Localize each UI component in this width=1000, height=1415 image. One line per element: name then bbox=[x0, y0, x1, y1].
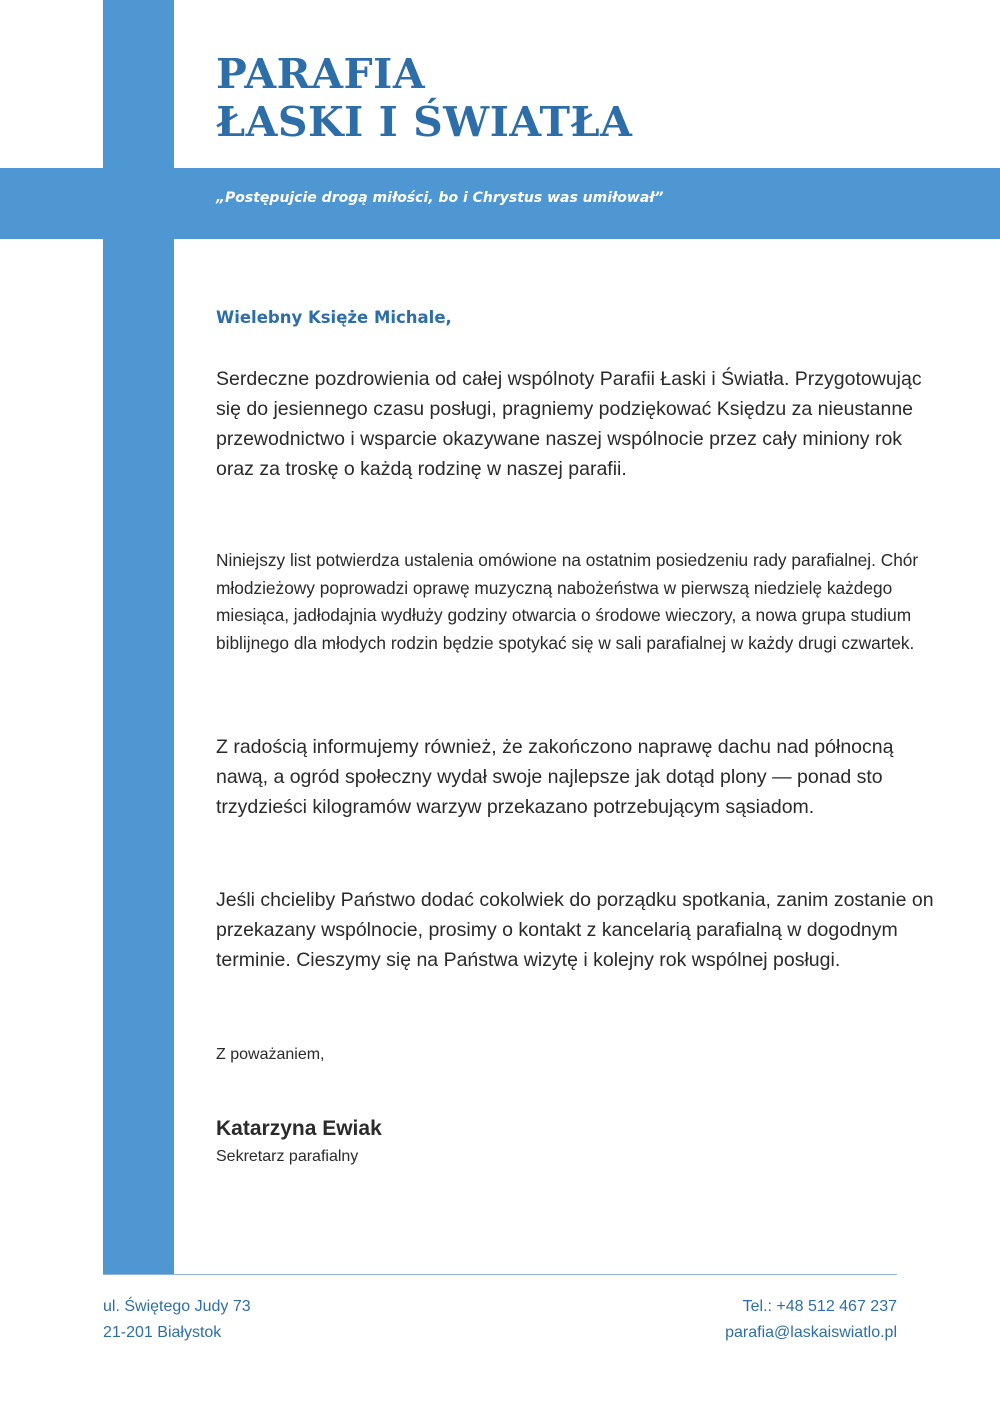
footer-contact bbox=[725, 1294, 897, 1346]
footer-address bbox=[103, 1294, 251, 1346]
signer-name: Katarzyna Ewiak bbox=[216, 1117, 382, 1140]
letter-paragraph-2: Niniejszy list potwierdza ustalenia omówione na ostatnim posiedzeniu rady parafialnej. Chór młodzieżowy poprowadzi oprawę muzyczną nabożeństwa w pierwszą niedzielę każdego miesiąca, jadłodajnia wydłuży godziny otwarcia o środowe wieczory, a nowa grupa studium biblijnego dla młodych rodzin będzie spotykać się w sali parafialnej w każdy drugi czwartek. bbox=[216, 550, 919, 653]
contact-phone[interactable]: Tel.: +48 512 467 237 bbox=[742, 1298, 897, 1315]
footer-divider bbox=[103, 1274, 897, 1275]
address-city: 21-201 Białystok bbox=[103, 1324, 222, 1341]
signer-role: Sekretarz parafialny bbox=[216, 1148, 359, 1165]
letter-closing: Z poważaniem, bbox=[216, 1046, 325, 1063]
title-line-2: ŁASKI I ŚWIATŁA bbox=[216, 98, 633, 146]
contact-email[interactable]: parafia@laskaiswiatlo.pl bbox=[725, 1324, 897, 1341]
title-line-1: PARAFIA bbox=[216, 50, 426, 98]
motto-quote: „Postępujcie drogą miłości, bo i Chrystus was umiłował” bbox=[216, 190, 664, 206]
letter-greeting: Wielebny Księże Michale, bbox=[216, 308, 452, 327]
letter-paragraph-3: Z radością informujemy również, że zakończono naprawę dachu nad północną nawą, a ogród społeczny wydał swoje najlepsze jak dotąd plony — ponad sto trzydzieści kilogramów warzyw przekazano potrzebującym sąsiadom. bbox=[216, 736, 894, 818]
letter-paragraph-4: Jeśli chcieliby Państwo dodać cokolwiek do porządku spotkania, zanim zostanie on przekazany wspólnocie, prosimy o kontakt z kancelarią parafialną w dogodnym terminie. Cieszymy się na Państwa wizytę i kolejny rok wspólnej posługi. bbox=[216, 889, 934, 971]
address-street: ul. Świętego Judy 73 bbox=[103, 1298, 251, 1315]
letter-paragraph-1: Serdeczne pozdrowienia od całej wspólnoty Parafii Łaski i Światła. Przygotowując się do jesiennego czasu posługi, pragniemy podziękować Księdzu za nieustanne przewodnictwo i wsparcie okazywane naszej wspólnocie przez cały miniony rok oraz za troskę o każdą rodzinę w naszej parafii. bbox=[216, 368, 922, 480]
parish-title bbox=[216, 50, 632, 146]
